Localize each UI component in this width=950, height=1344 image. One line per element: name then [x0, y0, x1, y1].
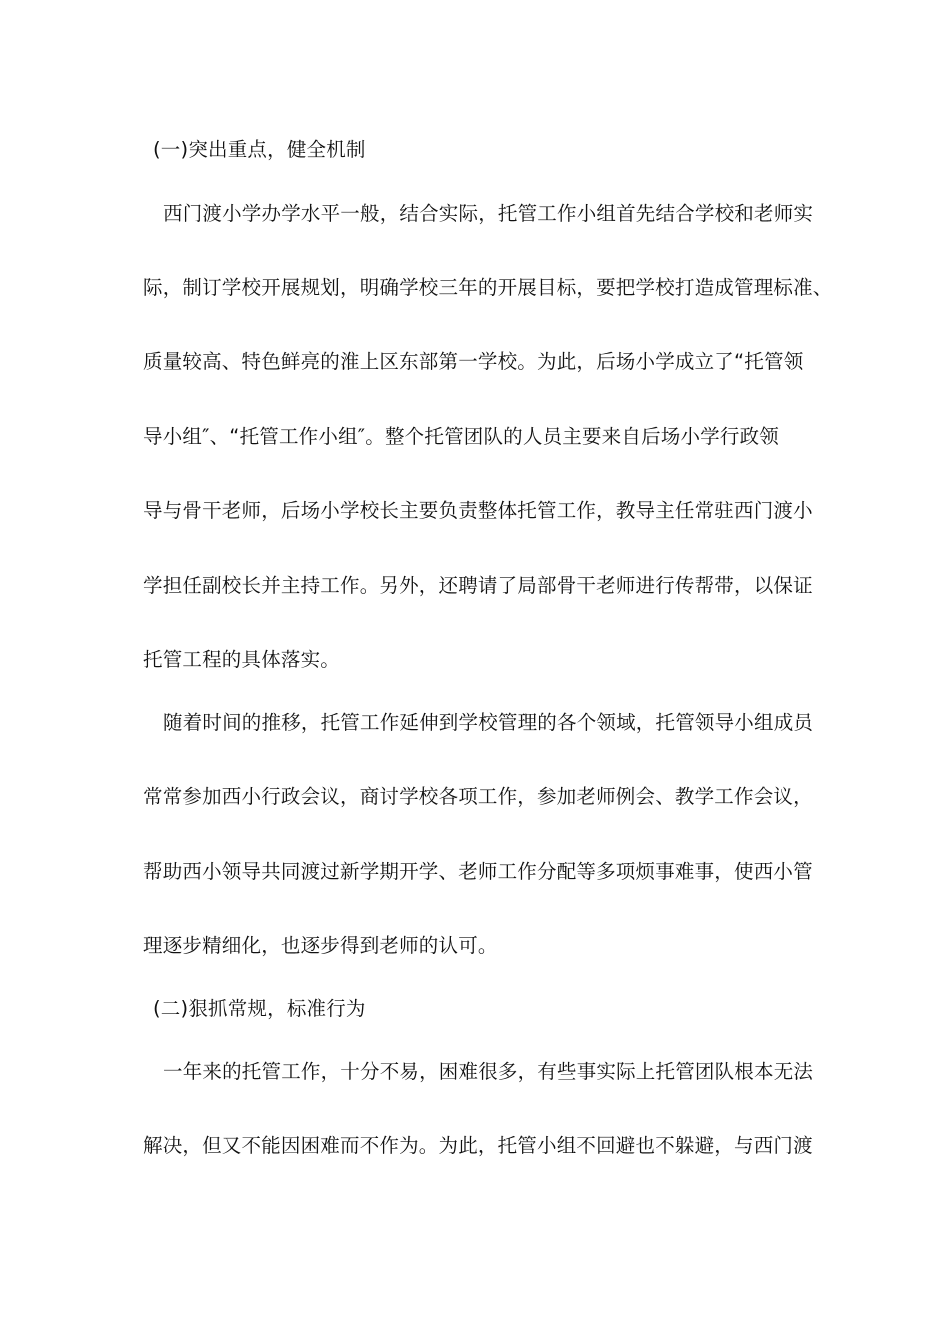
paragraph-line: 学担任副校长并主持工作。另外，还聘请了局部骨干老师进行传帮带，以保证	[143, 574, 813, 597]
paragraph-line: 西门渡小学办学水平一般，结合实际，托管工作小组首先结合学校和老师实	[163, 202, 814, 225]
paragraph-line: 质量较高、特色鲜亮的淮上区东部第一学校。为此，后场小学成立了“托管领	[143, 350, 804, 373]
paragraph-line: 一年来的托管工作，十分不易，困难很多，有些事实际上托管团队根本无法	[163, 1060, 814, 1083]
paragraph-line: 托管工程的具体落实。	[143, 648, 341, 671]
paragraph-line: 随着时间的推移，托管工作延伸到学校管理的各个领域，托管领导小组成员	[163, 711, 814, 734]
paragraph-line: 理逐步精细化，也逐步得到老师的认可。	[143, 934, 498, 957]
paragraph-line: 常常参加西小行政会议，商讨学校各项工作，参加老师例会、教学工作会议，	[143, 785, 813, 808]
paragraph-line: 解决，但又不能因困难而不作为。为此，托管小组不回避也不躲避，与西门渡	[143, 1134, 813, 1157]
paragraph-line: 帮助西小领导共同渡过新学期开学、老师工作分配等多项烦事难事，使西小管	[143, 860, 813, 883]
paragraph-line: 导与骨干老师，后场小学校长主要负责整体托管工作，教导主任常驻西门渡小	[143, 499, 813, 522]
paragraph-line: 际，制订学校开展规划，明确学校三年的开展目标，要把学校打造成管理标准、	[143, 276, 833, 299]
paragraph-line: 导小组″、“托管工作小组″。整个托管团队的人员主要来自后场小学行政领	[143, 425, 779, 448]
section-heading-1: (一)突出重点，健全机制	[153, 138, 366, 161]
section-heading-2: (二)狠抓常规，标准行为	[153, 997, 366, 1020]
